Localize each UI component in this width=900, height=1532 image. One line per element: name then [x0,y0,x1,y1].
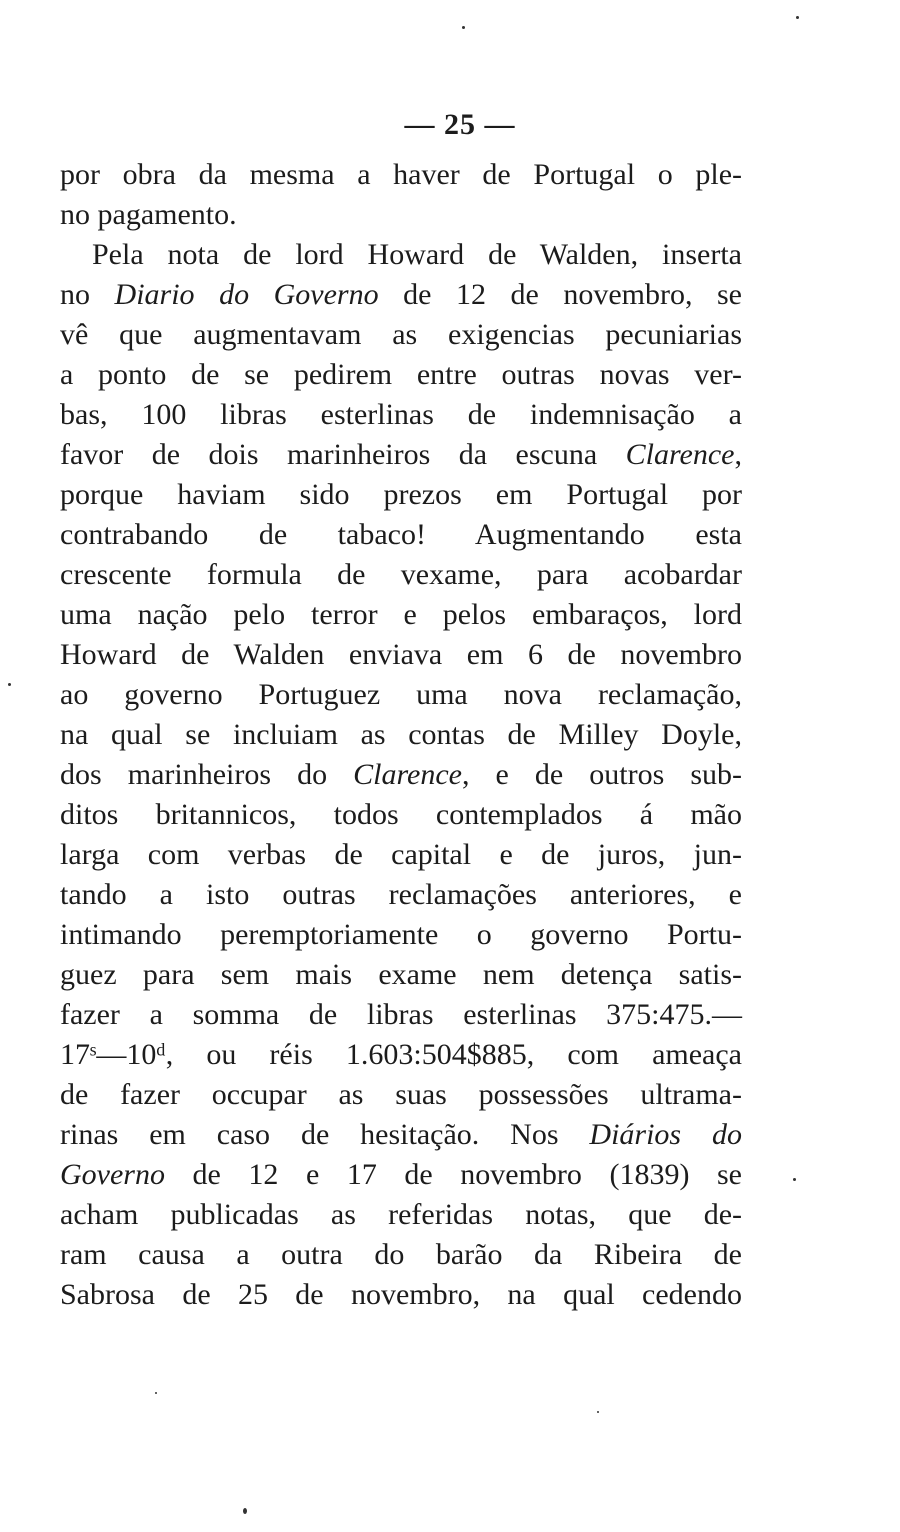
text-line [60,995,742,1035]
text-line [60,875,742,915]
text-line [60,835,742,875]
text-segment: na qual se incluiam as contas de Milley Doyle, [60,718,742,751]
text-line [60,475,742,515]
text-line [60,1235,742,1275]
text-segment: a ponto de se pedirem entre outras novas ver- [60,358,742,391]
text-segment: favor de dois marinheiros da escuna [60,438,626,471]
text-line [60,315,742,355]
text-line [60,435,742,475]
text-segment: guez para sem mais exame nem detença satis- [60,958,742,991]
text-segment: Howard de Walden enviava em 6 de novembro [60,638,742,671]
text-line [60,715,742,755]
text-segment: contrabando de tabaco! Augmentando esta [60,518,742,551]
text-segment: , [734,438,742,471]
text-line [60,795,742,835]
scan-speck [793,1178,796,1181]
text-line [60,195,742,235]
text-segment: , e de outros sub- [462,758,743,791]
text-segment: uma nação pelo terror e pelos embaraços, lord [60,598,742,631]
text-segment: fazer a somma de libras esterlinas 375:475.— [60,998,742,1031]
text-segment: ram causa a outra do barão da Ribeira de [60,1238,742,1271]
text-segment: rinas em caso de hesitação. Nos [60,1118,590,1151]
scan-speck [796,16,799,19]
scan-speck [597,1411,599,1413]
text-line [60,515,742,555]
italic-text: Clarence [625,438,735,471]
text-line [60,755,742,795]
text-line [60,1275,742,1315]
text-line [60,1195,742,1235]
italic-text: Diario do Governo [114,278,379,311]
scan-speck [243,1508,247,1514]
text-line [60,275,742,315]
text-segment: ditos britannicos, todos contemplados á mão [60,798,742,831]
text-line [60,395,742,435]
italic-text: Governo [60,1158,165,1191]
scan-speck [462,26,465,29]
text-segment: no pagamento. [60,198,237,231]
text-segment: de 12 e 17 de novembro (1839) se [164,1158,742,1191]
text-segment: bas, 100 libras esterlinas de indemnisação a [60,398,742,431]
text-segment: crescente formula de vexame, para acobardar [60,558,742,591]
text-segment: por obra da mesma a haver de Portugal o ple- [60,158,742,191]
text-line [60,1035,742,1075]
text-line [60,355,742,395]
text-line [60,635,742,675]
paragraph [60,235,742,1315]
scan-speck [8,683,11,686]
text-segment: porque haviam sido prezos em Portugal por [60,478,742,511]
text-line [60,1115,742,1155]
text-segment: acham publicadas as referidas notas, que de- [60,1198,742,1231]
italic-text: Clarence [353,758,462,791]
scan-speck [155,1392,157,1394]
text-segment: de fazer occupar as suas possessões ultrama- [60,1078,742,1111]
text-line [60,1075,742,1115]
text-line [60,155,742,195]
text-line [60,235,742,275]
text-line [60,1155,742,1195]
text-line [60,675,742,715]
paragraph [60,155,742,235]
text-line [60,555,742,595]
page-number: — 25 — [404,108,516,141]
text-segment: Pela nota de lord Howard de Walden, inserta [92,238,742,271]
text-segment: no [60,278,115,311]
text-segment: dos marinheiros do [60,758,354,791]
text-segment: ao governo Portuguez uma nova reclamação, [60,678,742,711]
text-line [60,595,742,635]
text-segment: vê que augmentavam as exigencias pecuniarias [60,318,742,351]
body-text [60,155,742,1315]
text-segment: tando a isto outras reclamações anteriores, e [60,878,742,911]
text-segment: intimando peremptoriamente o governo Portu- [60,918,742,951]
text-segment: 17ˢ—10ᵈ, ou réis 1.603:504$885, com ameaça [60,1038,742,1071]
text-line [60,915,742,955]
text-segment: Sabrosa de 25 de novembro, na qual cedendo [60,1278,742,1311]
text-segment: de 12 de novembro, se [378,278,742,311]
italic-text: Diários do [589,1118,742,1151]
text-segment: larga com verbas de capital e de juros, jun- [60,838,742,871]
text-line [60,955,742,995]
